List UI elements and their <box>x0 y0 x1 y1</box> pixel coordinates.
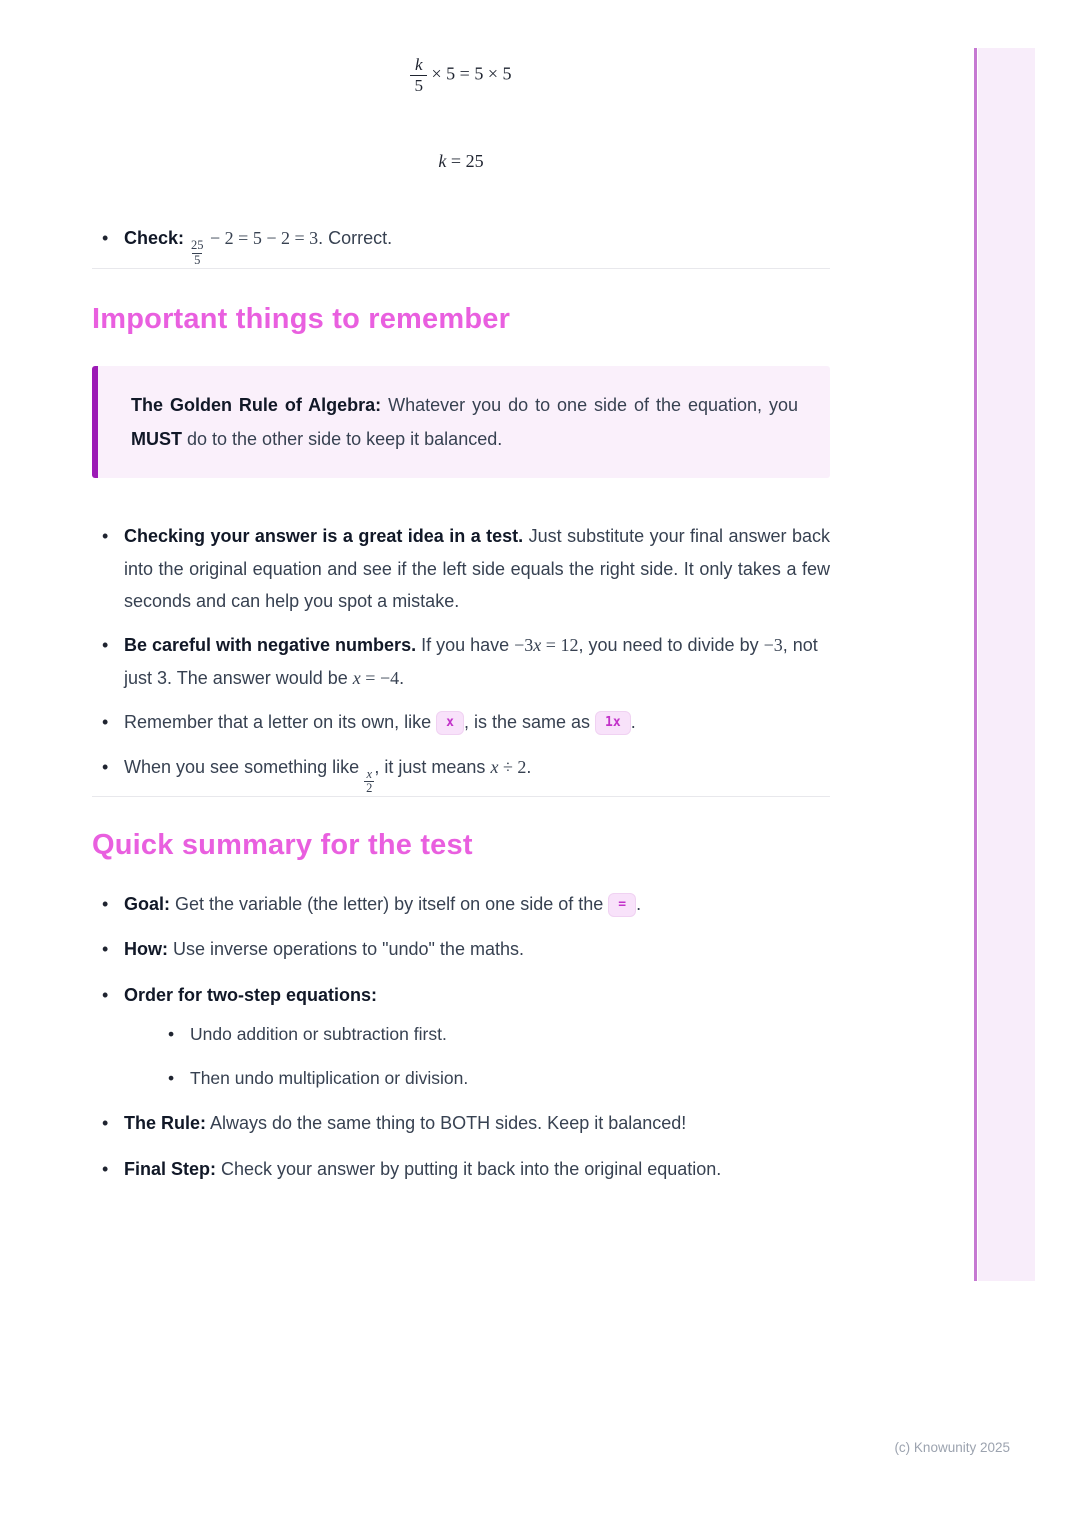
item-bold-lead: How: <box>124 939 168 960</box>
fraction-x-over-2 <box>364 768 374 797</box>
item-bold-lead: Goal: <box>124 894 171 915</box>
list-item-goal <box>92 888 830 920</box>
golden-rule-callout <box>92 366 830 478</box>
item-text: Undo addition or subtraction first. <box>190 1024 447 1045</box>
order-sub-list <box>158 1019 830 1094</box>
fraction-denominator: 2 <box>366 781 373 796</box>
page-content <box>92 0 830 1185</box>
fraction-k-over-5 <box>410 55 427 95</box>
item-bold-lead: The Rule: <box>124 1113 207 1134</box>
item-text: , it just means <box>374 756 491 777</box>
list-item-order <box>92 979 830 1094</box>
item-text: . <box>399 667 405 688</box>
equation-2-variable: k <box>438 151 447 172</box>
math-expression: −3 <box>763 635 783 656</box>
item-bold-lead: Be careful with negative numbers. <box>124 635 417 656</box>
section-heading-remember: Important things to remember <box>92 302 511 335</box>
check-bullet <box>92 222 830 268</box>
list-item-rule <box>92 1107 830 1139</box>
equation-line-2 <box>92 151 830 172</box>
fraction-25-over-5 <box>189 239 206 268</box>
item-text: Then undo multiplication or division. <box>190 1067 469 1088</box>
math-expression <box>514 635 578 655</box>
sub-item-undo-multiplication <box>158 1063 830 1095</box>
item-bold-lead: Order for two-step equations: <box>124 984 378 1005</box>
item-text: . <box>526 756 532 777</box>
section-divider <box>92 796 830 797</box>
item-text: Remember that a letter on its own, like <box>124 712 437 733</box>
callout-text-2: do to the other side to keep it balanced. <box>182 429 503 449</box>
summary-list <box>92 888 830 1185</box>
check-label: Check: <box>124 228 190 249</box>
section-heading-summary: Quick summary for the test <box>92 829 473 862</box>
item-text: Check your answer by putting it back into the original equation. <box>216 1158 722 1179</box>
list-item-letter-alone <box>92 706 830 738</box>
item-text: , not just 3. The answer would be <box>124 635 818 688</box>
item-text: . <box>630 712 636 733</box>
math-variable: x <box>352 667 361 688</box>
math-expression <box>364 757 374 796</box>
side-highlight-strip <box>978 48 1035 1281</box>
list-item-fraction-meaning <box>92 751 830 797</box>
list-item-negative-numbers <box>92 629 830 694</box>
code-badge-1x: 1x <box>595 711 631 735</box>
code-badge-x: x <box>436 711 464 735</box>
math-variable: x <box>490 756 499 777</box>
fraction-numerator: x <box>366 766 373 781</box>
remember-list <box>92 520 830 796</box>
math-expression <box>490 757 526 777</box>
math-coefficient: −3 <box>514 635 534 656</box>
item-text: Use inverse operations to "undo" the maths. <box>168 939 524 960</box>
list-item-final-step <box>92 1153 830 1185</box>
math-expression <box>353 668 399 688</box>
item-text: Always do the same thing to BOTH sides. Keep it balanced! <box>206 1113 687 1134</box>
section-divider <box>92 268 830 269</box>
sub-item-undo-addition <box>158 1019 830 1051</box>
callout-text-1: Whatever you do to one side of the equation, you <box>381 394 799 415</box>
copyright-note: (c) Knowunity 2025 <box>894 1440 1010 1455</box>
check-math <box>189 228 319 268</box>
fraction-denominator: 5 <box>194 253 201 268</box>
callout-bold-lead: The Golden Rule of Algebra: <box>131 394 382 415</box>
equation-1-rhs: × 5 = 5 × 5 <box>427 63 512 84</box>
math-division: ÷ 2 <box>498 756 527 777</box>
item-text: Get the variable (the letter) by itself on one side of the <box>170 894 609 915</box>
check-tail: . Correct. <box>318 228 393 249</box>
fraction-numerator: k <box>414 55 423 74</box>
equation-2-rhs: = 25 <box>446 151 484 172</box>
code-badge-equals: = <box>608 893 636 917</box>
item-text: , you need to divide by <box>578 635 764 656</box>
fraction-numerator: 25 <box>191 238 204 253</box>
item-text: Just substitute your final answer back into the original equation and see if the left side equals the right side. It only takes a few seconds and can help you spot a mistake. <box>124 526 830 611</box>
list-item-how <box>92 933 830 965</box>
fraction-denominator: 5 <box>410 75 427 96</box>
math-equals: = 12 <box>541 635 579 656</box>
item-text: , is the same as <box>463 712 596 733</box>
math-variable: x <box>533 635 542 656</box>
list-item-checking-answer <box>92 520 830 617</box>
item-bold-lead: Checking your answer is a great idea in a test. <box>124 526 524 547</box>
side-highlight-line <box>974 48 977 1281</box>
item-bold-lead: Final Step: <box>124 1158 217 1179</box>
item-text: . <box>636 894 642 915</box>
math-equals: = −4 <box>360 667 400 688</box>
check-equation: − 2 = 5 − 2 = 3 <box>205 228 319 249</box>
item-text: If you have <box>416 635 515 656</box>
callout-bold-must: MUST <box>131 429 182 449</box>
equation-line-1 <box>92 55 830 95</box>
item-text: When you see something like <box>124 756 365 777</box>
